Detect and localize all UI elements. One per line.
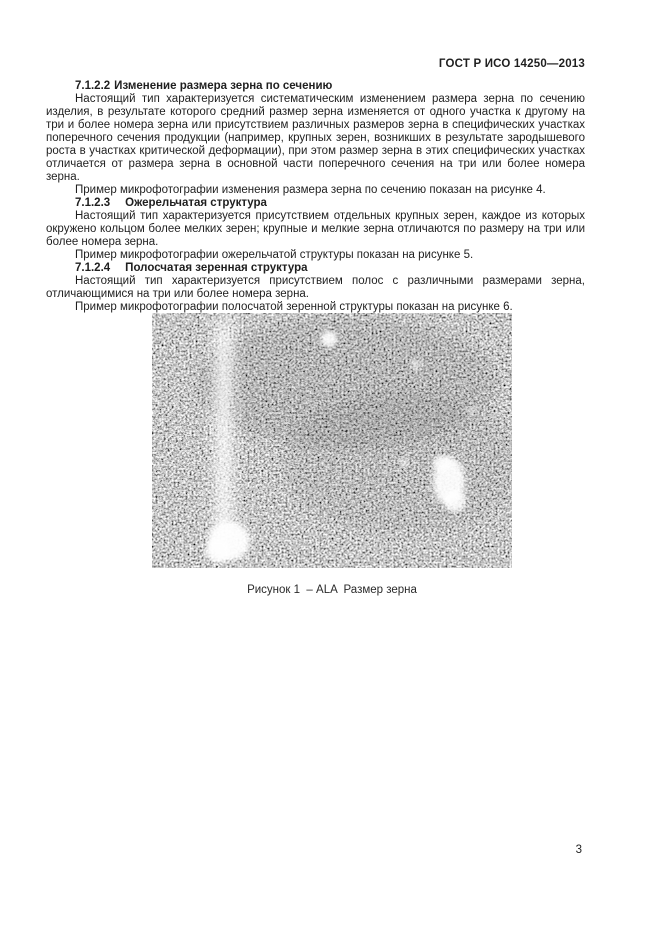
section-number: 7.1.2.3 (75, 197, 111, 209)
running-header (46, 58, 585, 70)
micrograph-figure (152, 313, 512, 568)
section-title: Полосчатая зеренная структура (125, 262, 308, 274)
section-title: Ожерельчатая структура (125, 197, 267, 209)
section-title: Изменение размера зерна по сечению (114, 80, 333, 92)
section-number: 7.1.2.4 (75, 262, 111, 274)
section-body-paragraph: Настоящий тип характеризуется систематическим изменением размера зерна по сечению изделия, в результате которого средний размер зерна изменяется от одного участка к другому на три и более номера зерна или присутствием различных размеров зерна в специфических участках поперечного сечения продукции (например, крупных зерен, возникших в результате зародышевого роста в участках критической деформации), при этом размер зерна в этих специфических участках отличается от размера зерна в основной части поперечного сечения на три или более номера зерна. (46, 93, 585, 183)
section-heading-7-1-2-3 (46, 197, 585, 210)
standard-designation: ГОСТ Р ИСО 14250—2013 (438, 58, 585, 70)
section-example-paragraph: Пример микрофотографии полосчатой зеренной структуры показан на рисунке 6. (75, 301, 513, 313)
micrograph-image (152, 313, 512, 568)
section-body-paragraph: Настоящий тип характеризуется присутствием отдельных крупных зерен, каждое из которых окружено кольцом более мелких зерен; крупные и мелкие зерна отличаются по размеру на три или более номера зерна. (46, 210, 585, 248)
section-body-paragraph: Настоящий тип характеризуется присутствием полос с различными размерами зерна, отличающимися на три или более номера зерна. (46, 275, 585, 300)
section-heading-7-1-2-2 (46, 80, 585, 93)
section-example-paragraph: Пример микрофотографии изменения размера зерна по сечению показан на рисунке 4. (75, 184, 546, 196)
body-text-block (46, 80, 585, 314)
section-heading-7-1-2-4 (46, 262, 585, 275)
figure-caption: Рисунок 1 – ALA Размер зерна (247, 584, 417, 596)
page-number: 3 (575, 844, 582, 856)
section-number: 7.1.2.2 (75, 80, 111, 92)
section-example-paragraph: Пример микрофотографии ожерельчатой структуры показан на рисунке 5. (75, 249, 474, 261)
